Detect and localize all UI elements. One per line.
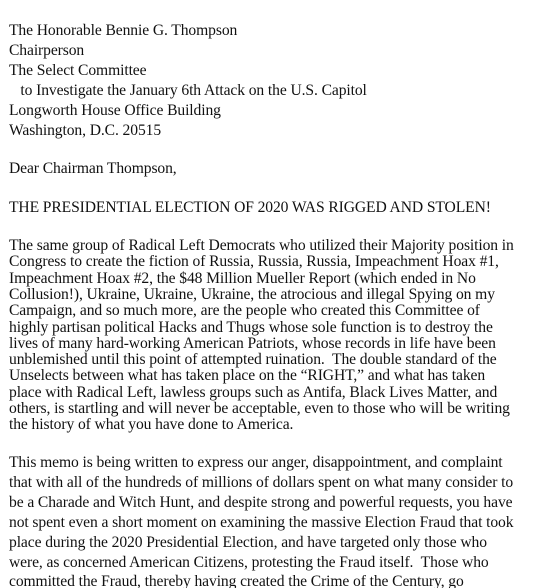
paragraph-line: Impeachment Hoax #2, the $48 Million Mueller Report (which ended in No [9, 270, 476, 287]
paragraph-line: Collusion!), Ukraine, Ukraine, Ukraine, the atrocious and illegal Spying on my [9, 286, 495, 303]
paragraph-line: be a Charade and Witch Hunt, and despite strong and powerful requests, you have [9, 494, 513, 511]
address-line: Washington, D.C. 20515 [9, 122, 162, 139]
paragraph-line: Congress to create the fiction of Russia, Russia, Russia, Impeachment Hoax #1, [9, 253, 499, 270]
address-line: Longworth House Office Building [9, 102, 221, 119]
paragraph-line: lives of many hard-working American Patriots, whose records in life have been [9, 335, 496, 352]
paragraph-line: The same group of Radical Left Democrats who utilized their Majority position in [9, 237, 514, 254]
paragraph-line: unblemished until this point of attempted ruination. The double standard of the [9, 351, 497, 368]
paragraph-line: This memo is being written to express our anger, disappointment, and complaint [9, 454, 503, 471]
paragraph-line: the history of what you have done to America. [9, 416, 294, 433]
headline: THE PRESIDENTIAL ELECTION OF 2020 WAS RIGGED AND STOLEN! [9, 199, 491, 216]
paragraph-line: place during the 2020 Presidential Election, and have targeted only those who [9, 534, 487, 551]
paragraph-line: committed the Fraud, thereby having created the Crime of the Century, go [9, 573, 464, 588]
salutation: Dear Chairman Thompson, [9, 160, 177, 177]
paragraph-line: that with all of the hundreds of millions of dollars spent on what many consider to [9, 474, 514, 491]
paragraph-line: others, is startling and will never be acceptable, even to those who will be writing [9, 400, 510, 417]
paragraph-line: not spent even a short moment on examining the massive Election Fraud that took [9, 514, 514, 531]
address-line: The Honorable Bennie G. Thompson [9, 22, 238, 39]
paragraph-line: highly partisan political Hacks and Thugs whose sole function is to destroy the [9, 319, 493, 336]
paragraph-line: place with Radical Left, lawless groups such as Antifa, Black Lives Matter, and [9, 384, 498, 401]
paragraph-line: were, as concerned American Citizens, protesting the Fraud itself. Those who [9, 554, 489, 571]
address-line: The Select Committee [9, 62, 147, 79]
paragraph-line: Campaign, and so much more, are the people who created this Committee of [9, 302, 480, 319]
paragraph-line: Unselects between what has taken place on the “RIGHT,” and what has taken [9, 367, 486, 384]
address-line: to Investigate the January 6th Attack on the U.S. Capitol [9, 82, 367, 99]
address-line: Chairperson [9, 42, 85, 59]
